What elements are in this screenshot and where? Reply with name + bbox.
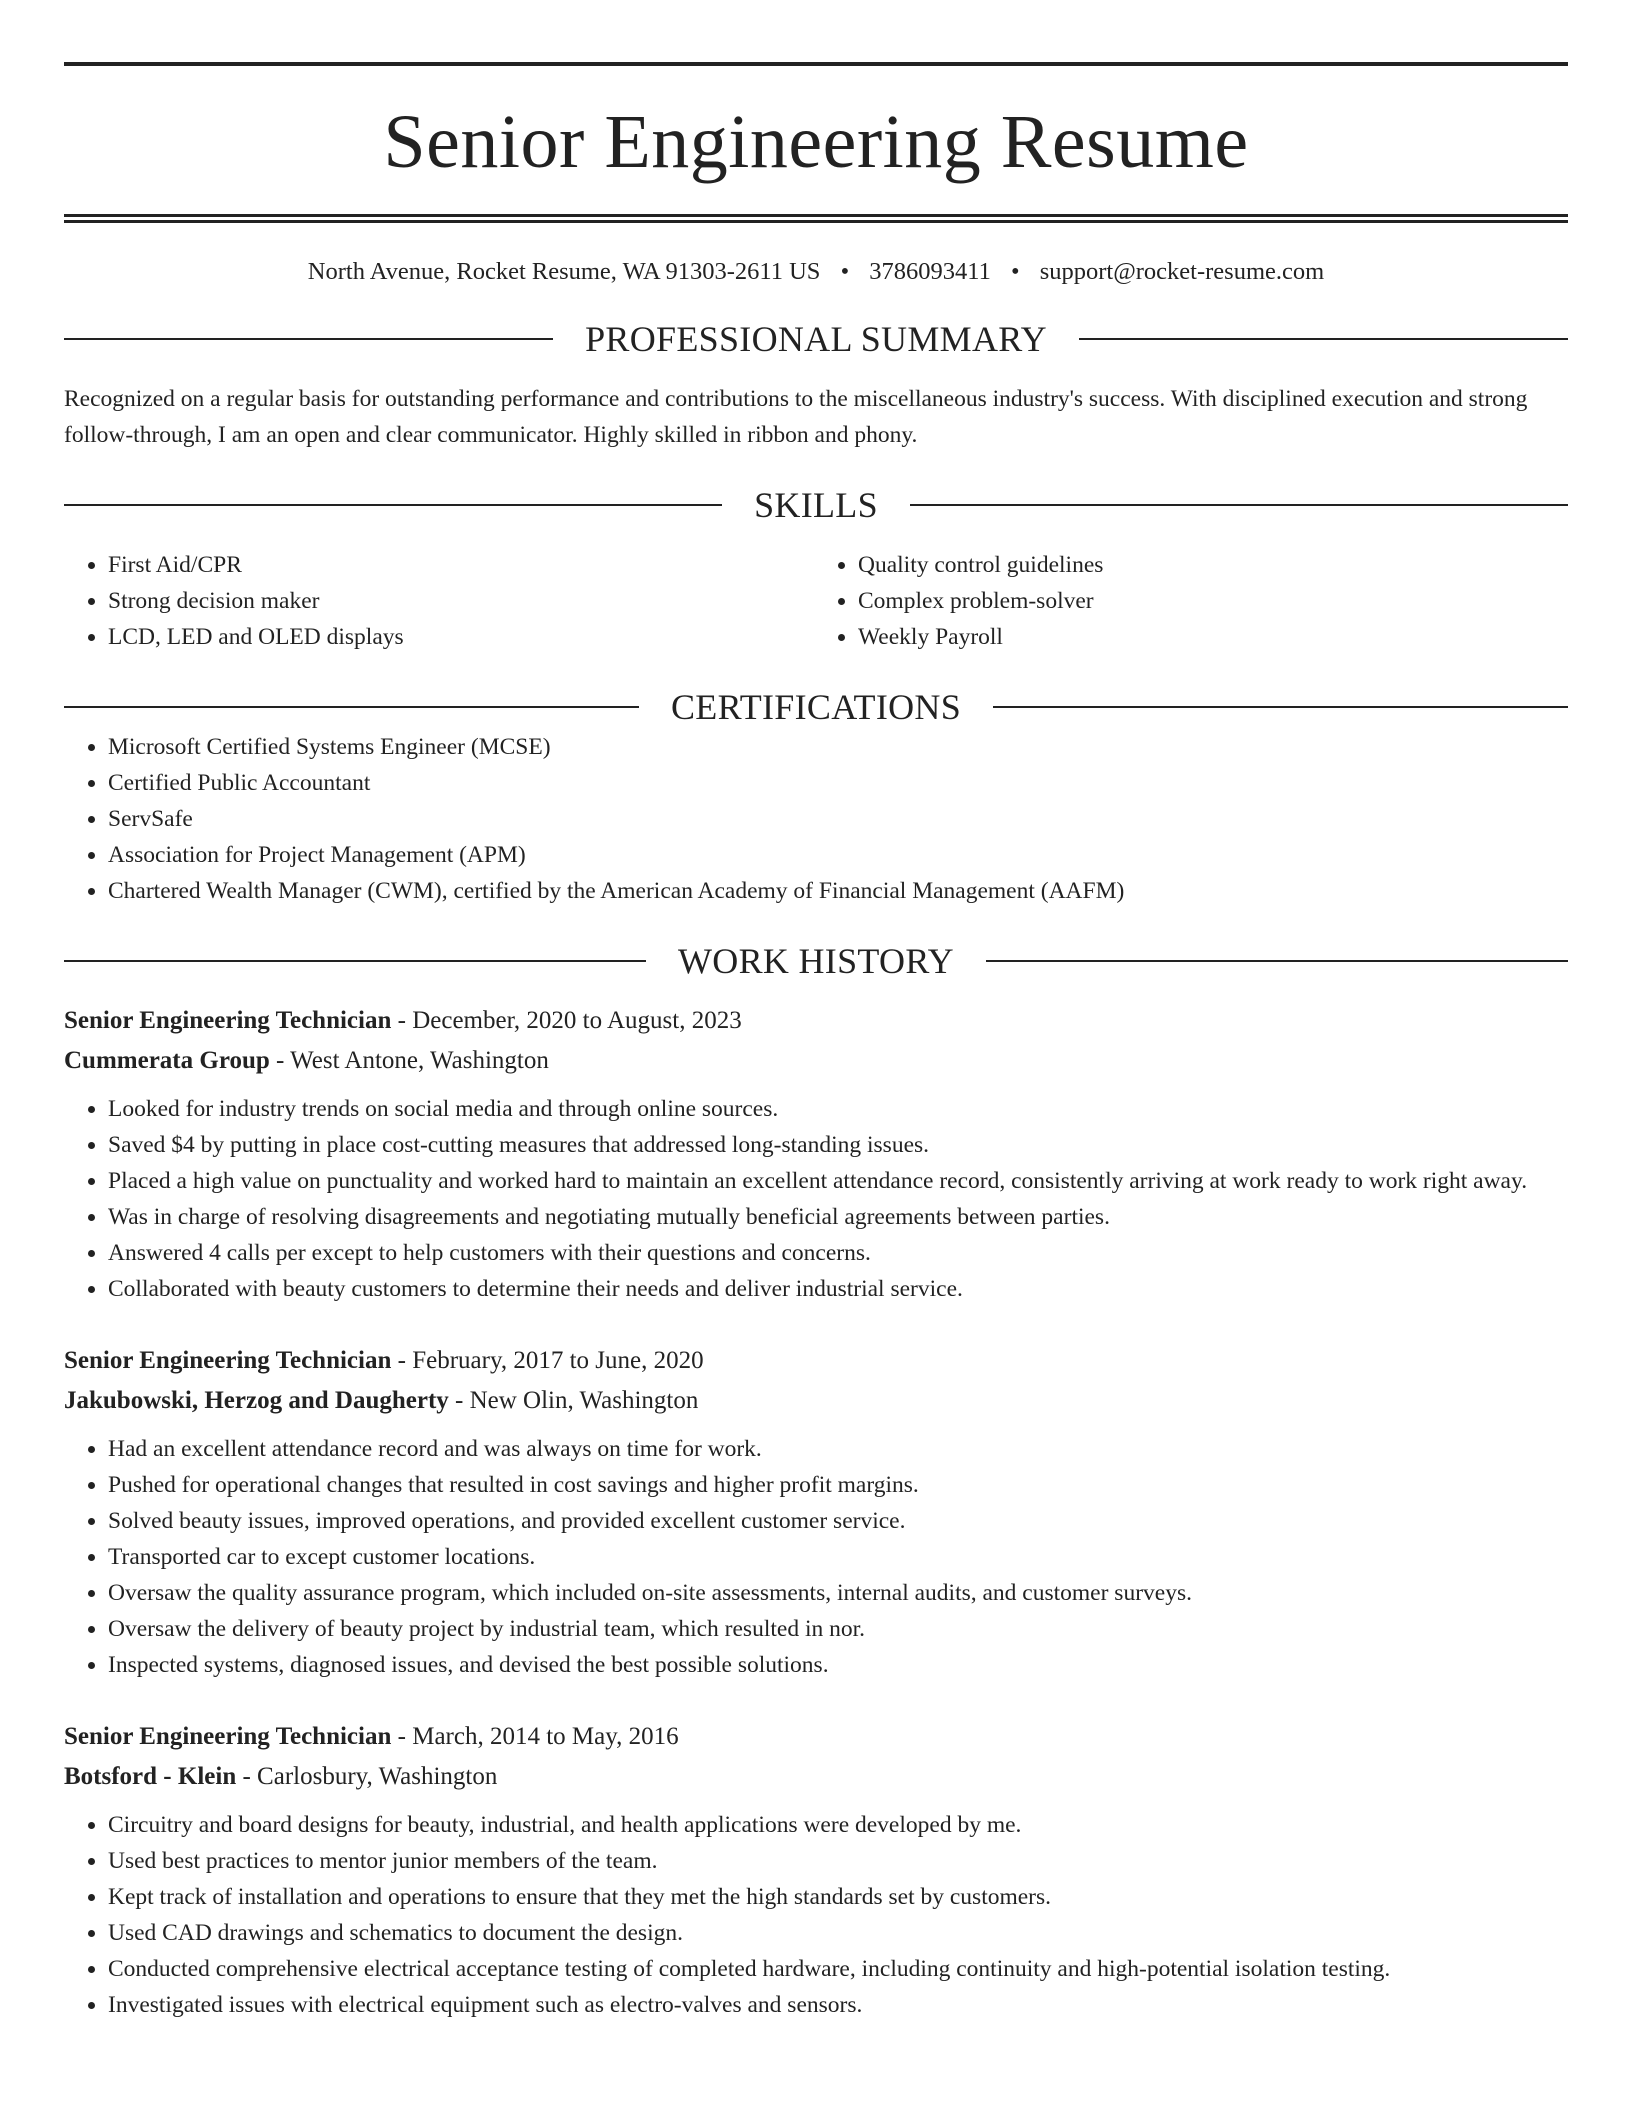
certifications-list	[64, 729, 1568, 909]
contact-email: support@rocket-resume.com	[1039, 258, 1325, 285]
section-rule-right	[1079, 338, 1568, 340]
job-bullet: • Kept track of installation and operations to ensure that they met the high standards set by customers.	[108, 1879, 1568, 1915]
skills-column-left	[64, 547, 816, 655]
section-header-work-history	[64, 939, 1568, 983]
job-company: Jakubowski, Herzog and Daugherty	[64, 1387, 449, 1414]
certification-item: • Chartered Wealth Manager (CWM), certified by the American Academy of Financial Management (AAFM)	[108, 873, 1568, 909]
job-bullet: • Used CAD drawings and schematics to document the design.	[108, 1915, 1568, 1951]
section-title-certifications: CERTIFICATIONS	[670, 687, 962, 727]
certification-item: • Microsoft Certified Systems Engineer (MCSE)	[108, 729, 1568, 765]
job-bullet: • Conducted comprehensive electrical acceptance testing of completed hardware, including continuity and high-potential isolation testing.	[108, 1951, 1568, 1987]
job-dates: - February, 2017 to June, 2020	[391, 1347, 704, 1374]
job-role-line	[64, 1717, 1568, 1757]
section-rule-right	[910, 504, 1568, 506]
job-bullet: • Oversaw the quality assurance program, which included on-site assessments, internal audits, and customer surveys.	[108, 1575, 1568, 1611]
job-bullet: • Circuitry and board designs for beauty, industrial, and health applications were developed by me.	[108, 1807, 1568, 1843]
skill-item: • Strong decision maker	[108, 583, 816, 619]
section-header-certifications	[64, 685, 1568, 729]
skill-item: • Quality control guidelines	[858, 547, 1568, 583]
section-title-summary: PROFESSIONAL SUMMARY	[585, 319, 1047, 359]
contact-line	[64, 257, 1568, 287]
section-rule-left	[64, 504, 722, 506]
job-bullet: • Used best practices to mentor junior members of the team.	[108, 1843, 1568, 1879]
skill-item: • Weekly Payroll	[858, 619, 1568, 655]
job-dates: - December, 2020 to August, 2023	[391, 1007, 742, 1034]
section-header-summary	[64, 317, 1568, 361]
section-title-skills: SKILLS	[754, 485, 878, 525]
section-rule-left	[64, 706, 639, 708]
certification-item: • Association for Project Management (APM)	[108, 837, 1568, 873]
skills-list-right	[816, 547, 1568, 655]
job-role-line	[64, 1001, 1568, 1041]
job-bullet: • Inspected systems, diagnosed issues, and devised the best possible solutions.	[108, 1647, 1568, 1683]
job-company-line	[64, 1381, 1568, 1421]
job-bullet: • Placed a high value on punctuality and worked hard to maintain an excellent attendance record, consistently arriving at work ready to work right away.	[108, 1163, 1568, 1199]
contact-separator: •	[1010, 258, 1020, 285]
job-bullet: • Investigated issues with electrical equipment such as electro-valves and sensors.	[108, 1987, 1568, 2023]
job-entry	[64, 1001, 1568, 1307]
certification-item: • Certified Public Accountant	[108, 765, 1568, 801]
certification-item: • ServSafe	[108, 801, 1568, 837]
job-bullet: • Answered 4 calls per except to help customers with their questions and concerns.	[108, 1235, 1568, 1271]
contact-phone: 3786093411	[869, 258, 991, 285]
skills-list-left	[64, 547, 816, 655]
job-bullets	[64, 1431, 1568, 1683]
section-header-skills	[64, 483, 1568, 527]
job-bullet: • Saved $4 by putting in place cost-cutting measures that addressed long-standing issues.	[108, 1127, 1568, 1163]
job-entry	[64, 1341, 1568, 1683]
job-bullet: • Looked for industry trends on social media and through online sources.	[108, 1091, 1568, 1127]
resume-title: Senior Engineering Resume	[383, 100, 1249, 184]
skill-item: • First Aid/CPR	[108, 547, 816, 583]
title-double-rule	[64, 214, 1568, 223]
job-bullet: • Had an excellent attendance record and was always on time for work.	[108, 1431, 1568, 1467]
top-rule	[64, 62, 1568, 66]
section-rule-left	[64, 338, 553, 340]
section-rule-left	[64, 960, 646, 962]
section-title-work-history: WORK HISTORY	[678, 941, 954, 981]
job-bullet: • Oversaw the delivery of beauty project by industrial team, which resulted in nor.	[108, 1611, 1568, 1647]
job-bullet: • Solved beauty issues, improved operations, and provided excellent customer service.	[108, 1503, 1568, 1539]
job-company-line	[64, 1757, 1568, 1797]
job-role: Senior Engineering Technician	[64, 1723, 392, 1750]
job-company: Botsford - Klein	[64, 1763, 237, 1790]
contact-separator: •	[840, 258, 850, 285]
contact-address: North Avenue, Rocket Resume, WA 91303-2611 US	[307, 258, 821, 285]
section-rule-right	[986, 960, 1568, 962]
job-entry	[64, 1717, 1568, 2023]
skill-item: • LCD, LED and OLED displays	[108, 619, 816, 655]
job-company-line	[64, 1041, 1568, 1081]
job-bullet: • Was in charge of resolving disagreements and negotiating mutually beneficial agreements between parties.	[108, 1199, 1568, 1235]
job-bullet: • Pushed for operational changes that resulted in cost savings and higher profit margins.	[108, 1467, 1568, 1503]
skill-item: • Complex problem-solver	[858, 583, 1568, 619]
summary-text: Recognized on a regular basis for outstanding performance and contributions to the miscellaneous industry's success. With disciplined execution and strong follow-through, I am an open and clear communicator. Highly skilled in ribbon and phony.	[64, 386, 1528, 448]
job-bullet: • Collaborated with beauty customers to determine their needs and deliver industrial service.	[108, 1271, 1568, 1307]
job-bullet: • Transported car to except customer locations.	[108, 1539, 1568, 1575]
job-role: Senior Engineering Technician	[64, 1007, 392, 1034]
skills-columns	[64, 547, 1568, 655]
section-rule-right	[993, 706, 1568, 708]
job-role-line	[64, 1341, 1568, 1381]
job-role: Senior Engineering Technician	[64, 1347, 392, 1374]
job-dates: - March, 2014 to May, 2016	[391, 1723, 679, 1750]
job-location: - Carlosbury, Washington	[236, 1763, 498, 1790]
job-bullets	[64, 1091, 1568, 1307]
skills-column-right	[816, 547, 1568, 655]
job-company: Cummerata Group	[64, 1047, 270, 1074]
job-location: - West Antone, Washington	[269, 1047, 549, 1074]
job-location: - New Olin, Washington	[448, 1387, 699, 1414]
job-bullets	[64, 1807, 1568, 2023]
